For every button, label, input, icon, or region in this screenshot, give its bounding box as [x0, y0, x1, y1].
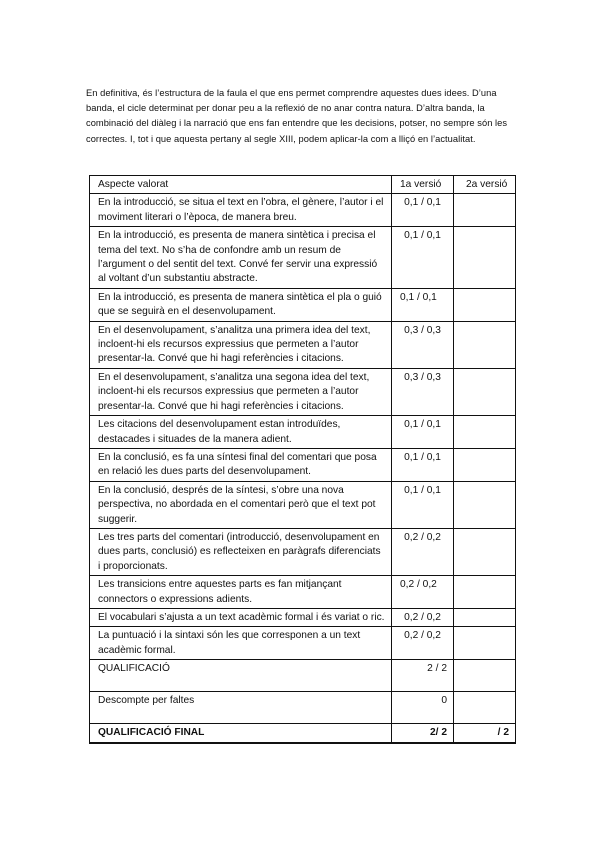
discount-label: Descompte per faltes [90, 692, 392, 724]
table-row [90, 608, 516, 626]
row-aspect: En la introducció, es presenta de manera sintètica i precisa el tema del text. No s’ha de confondre amb un resum de l’argument o del sentit del text. Convé fer servir una expressió al voltant d’un substantiu abstracte. [90, 227, 392, 289]
table-row [90, 576, 516, 609]
row-score-v1: 0,1 / 0,1 [392, 416, 454, 449]
row-score-v1: 0,1 / 0,1 [392, 481, 454, 528]
table-header-row [90, 176, 516, 194]
final-v2: / 2 [454, 724, 516, 743]
row-score-v2 [454, 227, 516, 289]
row-score-v1: 0,1 / 0,1 [392, 288, 454, 321]
qualification-v2 [454, 660, 516, 692]
row-score-v2 [454, 368, 516, 415]
row-score-v2 [454, 448, 516, 481]
final-v1: 2/ 2 [392, 724, 454, 743]
row-aspect: En el desenvolupament, s’analitza una segona idea del text, incloent-hi els recursos expressius que permeten a l’autor presentar-la. Convé que hi hagi referències i citacions. [90, 368, 392, 415]
row-score-v2 [454, 608, 516, 626]
discount-v1: 0 [392, 692, 454, 724]
qualification-v1: 2 / 2 [392, 660, 454, 692]
row-aspect: En la conclusió, es fa una síntesi final del comentari que posa en relació les dues parts del desenvolupament. [90, 448, 392, 481]
table-row [90, 448, 516, 481]
header-aspect: Aspecte valorat [90, 176, 392, 194]
row-score-v1: 0,1 / 0,1 [392, 194, 454, 227]
row-score-v2 [454, 528, 516, 575]
final-label: QUALIFICACIÓ FINAL [90, 724, 392, 743]
row-score-v2 [454, 194, 516, 227]
table-row [90, 288, 516, 321]
row-aspect: En la introducció, es presenta de manera sintètica el pla o guió que se seguirà en el desenvolupament. [90, 288, 392, 321]
table-row [90, 227, 516, 289]
row-score-v1: 0,2 / 0,2 [392, 627, 454, 660]
row-aspect: El vocabulari s’ajusta a un text acadèmic formal i és variat o ric. [90, 608, 392, 626]
row-aspect: Les citacions del desenvolupament estan introduïdes, destacades i situades de la manera adient. [90, 416, 392, 449]
qualification-label: QUALIFICACIÓ [90, 660, 392, 692]
row-aspect: Les transicions entre aquestes parts es fan mitjançant connectors o expressions adients. [90, 576, 392, 609]
header-version-1: 1a versió [392, 176, 454, 194]
row-score-v2 [454, 288, 516, 321]
row-aspect: En el desenvolupament, s’analitza una primera idea del text, incloent-hi els recursos expressius que permeten a l’autor presentar-la. Convé que hi hagi referències i citacions. [90, 321, 392, 368]
header-version-2: 2a versió [454, 176, 516, 194]
row-score-v2 [454, 481, 516, 528]
row-score-v1: 0,2 / 0,2 [392, 608, 454, 626]
row-score-v2 [454, 576, 516, 609]
row-score-v2 [454, 627, 516, 660]
row-score-v1: 0,2 / 0,2 [392, 576, 454, 609]
intro-text [86, 86, 516, 147]
row-aspect: En la conclusió, després de la síntesi, s’obre una nova perspectiva, no abordada en el comentari però que el text pot suggerir. [90, 481, 392, 528]
qualification-row [90, 660, 516, 692]
table-row [90, 194, 516, 227]
table-row [90, 481, 516, 528]
discount-v2 [454, 692, 516, 724]
row-score-v1: 0,3 / 0,3 [392, 321, 454, 368]
table-row [90, 368, 516, 415]
row-aspect: Les tres parts del comentari (introducció, desenvolupament en dues parts, conclusió) es reflecteixen en paràgrafs diferenciats i proporcionats. [90, 528, 392, 575]
row-aspect: En la introducció, se situa el text en l’obra, el gènere, l’autor i el moviment literari o l’època, de manera breu. [90, 194, 392, 227]
intro-paragraph: En definitiva, és l’estructura de la faula el que ens permet comprendre aquestes dues idees. D’una banda, el cicle determinat per donar peu a la reflexió de no anar contra natura. D’altra banda, la combinació del diàleg i la narració que ens fan entendre que les decisions, potser, no sempre són les correctes. I, tot i que aquesta pertany al segle XIII, podem aplicar-la com a lliçó en l’actualitat. [86, 88, 508, 144]
row-score-v1: 0,1 / 0,1 [392, 448, 454, 481]
discount-row [90, 692, 516, 724]
row-score-v2 [454, 416, 516, 449]
table-row [90, 627, 516, 660]
row-aspect: La puntuació i la sintaxi són les que corresponen a un text acadèmic formal. [90, 627, 392, 660]
final-row [90, 724, 516, 743]
rubric-table [89, 175, 516, 744]
row-score-v1: 0,2 / 0,2 [392, 528, 454, 575]
row-score-v2 [454, 321, 516, 368]
table-row [90, 416, 516, 449]
table-row [90, 528, 516, 575]
row-score-v1: 0,3 / 0,3 [392, 368, 454, 415]
table-row [90, 321, 516, 368]
row-score-v1: 0,1 / 0,1 [392, 227, 454, 289]
